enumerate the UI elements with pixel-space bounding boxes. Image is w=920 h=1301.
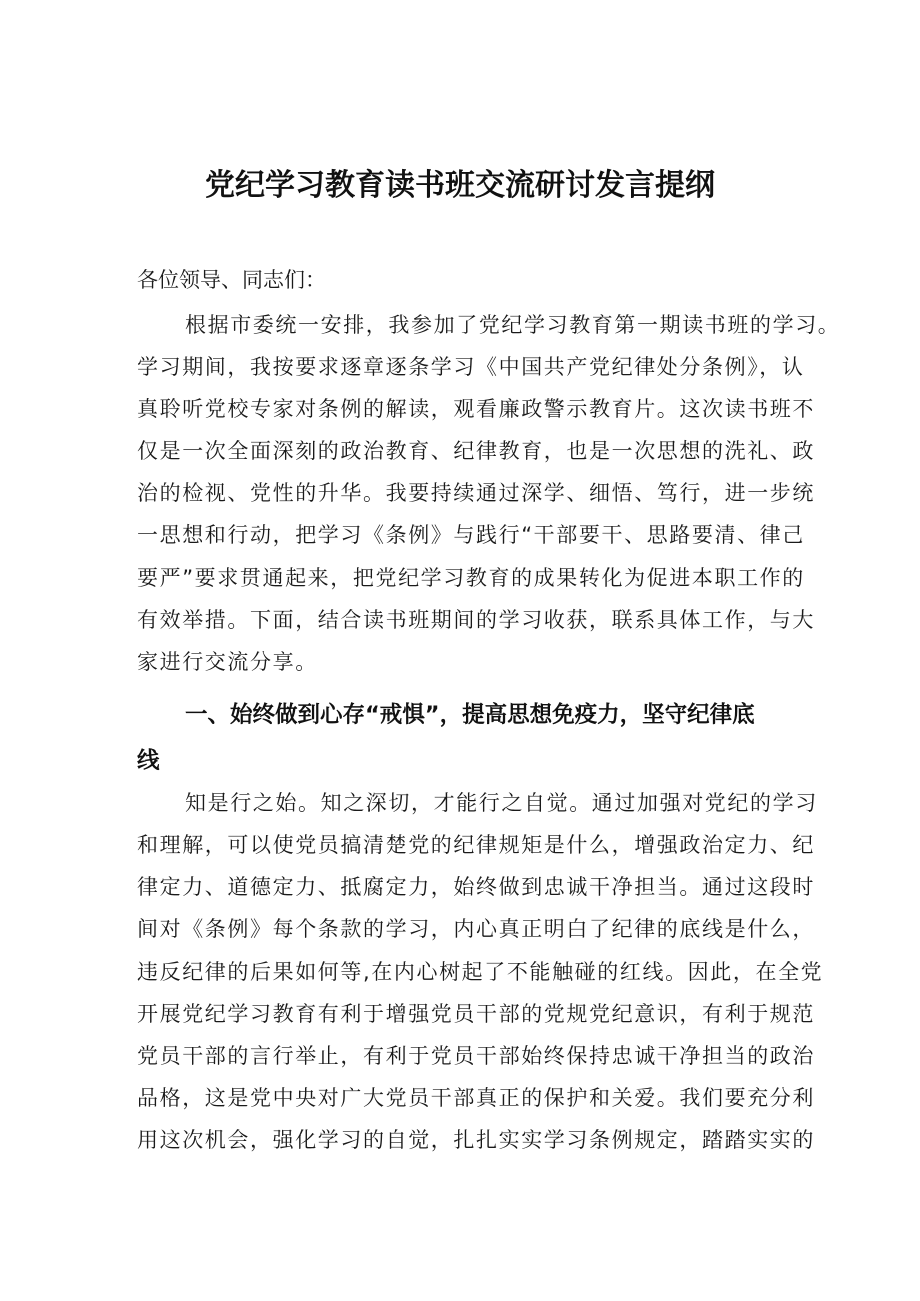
document-title: 党纪学习教育读书班交流研讨发言提纲 — [205, 168, 715, 203]
body-line: 律定力、道德定力、抵腐定力，始终做到忠诚干净担当。通过这段时 — [137, 875, 815, 899]
intro-line: 一思想和行动，把学习《条例》与践行“干部要干、思路要清、律己 — [137, 523, 805, 547]
intro-line: 真聆听党校专家对条例的解读，观看廉政警示教育片。这次读书班不 — [137, 397, 815, 421]
body-line: 知是行之始。知之深切，才能行之自觉。通过加强对党纪的学习 — [185, 791, 818, 815]
body-line: 违反纪律的后果如何等,在内心树起了不能触碰的红线。因此，在全党 — [137, 960, 824, 984]
salutation: 各位领导、同志们： — [137, 268, 326, 292]
body-line: 和理解，可以使党员搞清楚党的纪律规矩是什么，增强政治定力、纪 — [137, 833, 815, 857]
body-line: 品格，这是党中央对广大党员干部真正的保护和关爱。我们要充分利 — [137, 1086, 815, 1110]
body-line: 开展党纪学习教育有利于增强党员干部的党规党纪意识，有利于规范 — [137, 1002, 815, 1026]
intro-line: 有效举措。下面，结合读书班期间的学习收获，联系具体工作，与大 — [137, 608, 815, 632]
intro-line: 要严”要求贯通起来，把党纪学习教育的成果转化为促进本职工作的 — [137, 566, 805, 590]
section-heading: 一、始终做到心存“戒惧”，提高思想免疫力，坚守纪律底 — [185, 702, 755, 728]
body-line: 党员干部的言行举止，有利于党员干部始终保持忠诚干净担当的政治 — [137, 1044, 815, 1068]
section-heading: 线 — [137, 748, 160, 774]
body-line: 间对《条例》每个条款的学习，内心真正明白了纪律的底线是什么， — [137, 917, 815, 941]
intro-line: 学习期间，我按要求逐章逐条学习《中国共产党纪律处分条例》，认 — [137, 355, 805, 379]
intro-line: 家进行交流分享。 — [137, 650, 318, 674]
body-line: 用这次机会，强化学习的自觉，扎扎实实学习条例规定，踏踏实实的 — [137, 1128, 815, 1152]
intro-line: 根据市委统一安排，我参加了党纪学习教育第一期读书班的学习。 — [185, 313, 841, 337]
intro-line: 治的检视、党性的升华。我要持续通过深学、细悟、笃行，进一步统 — [137, 481, 815, 505]
intro-line: 仅是一次全面深刻的政治教育、纪律教育，也是一次思想的洗礼、政 — [137, 439, 815, 463]
